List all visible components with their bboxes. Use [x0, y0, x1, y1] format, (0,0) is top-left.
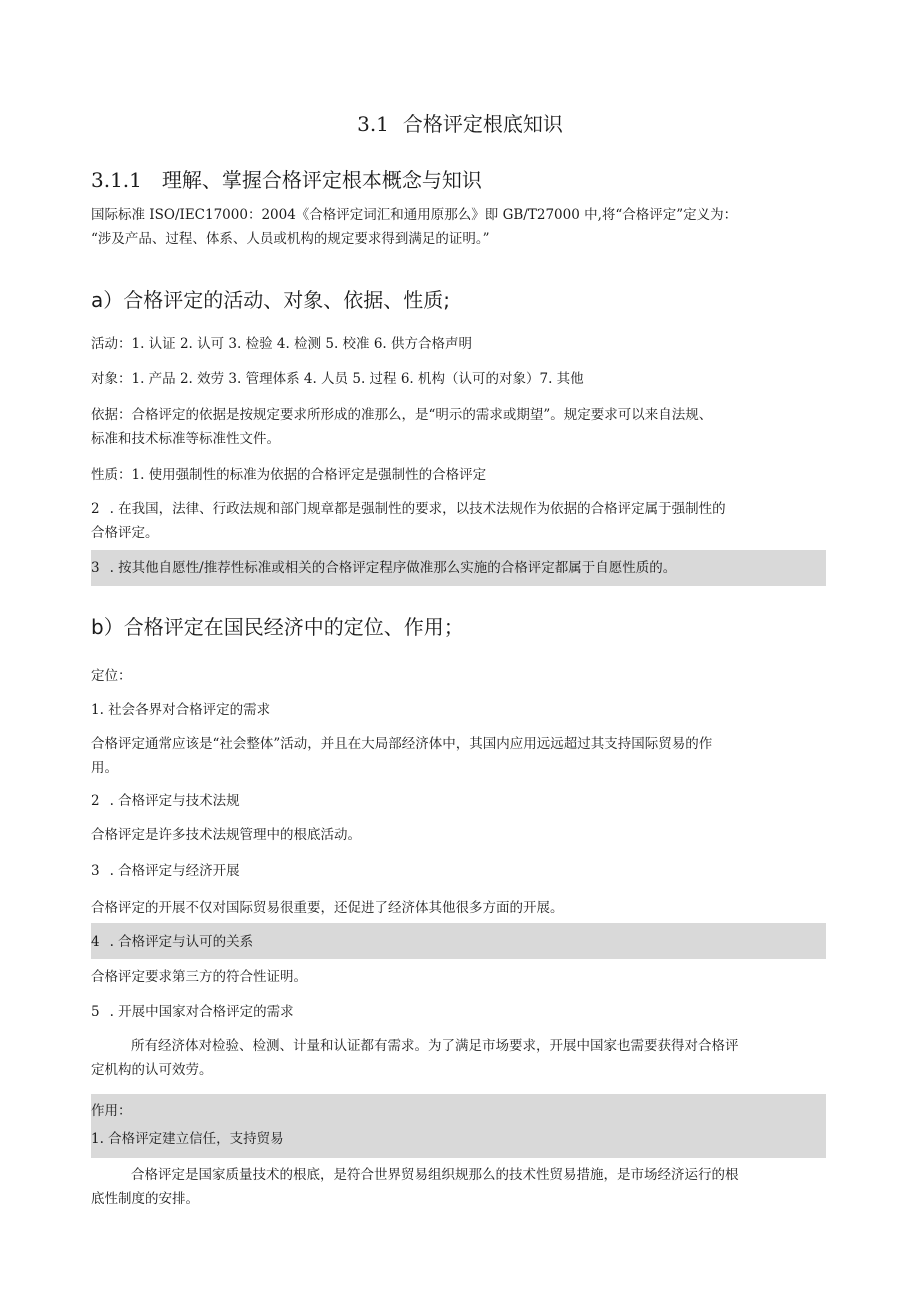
positioning-item-2-number: 2 [91, 793, 100, 809]
positioning-item-1-title: 1. 社会各界对合格评定的需求 [91, 702, 271, 718]
positioning-item-4-label: . 合格评定与认可的关系 [109, 934, 254, 950]
role-label: 作用： [91, 1103, 132, 1119]
subsection-number: 3.1.1 [91, 168, 142, 192]
positioning-item-5-line-1: 所有经济体对检验、检测、计量和认证都有需求。为了满足市场要求，开展中国家也需要获得对合格评 [131, 1038, 739, 1054]
section-title: 合格评定根底知识 [402, 112, 563, 136]
basis-paragraph [91, 403, 826, 451]
nature-text: ：1. 使用强制性的标准为依据的合格评定是强制性的合格评定 [118, 467, 487, 483]
intro-line-1: 国际标准 ISO/IEC17000：2004《合格评定词汇和通用原那么》即 GB/T27000 中,将“合格评定”定义为： [91, 207, 738, 223]
role-item-1-text [91, 1163, 826, 1211]
positioning-item-3-label: . 合格评定与经济开展 [109, 863, 240, 879]
positioning-item-1-line-2: 用。 [91, 760, 118, 776]
positioning-item-5-title [91, 1000, 826, 1024]
positioning-item-5-label: . 开展中国家对合格评定的需求 [109, 1004, 294, 1020]
part-a-heading: a）合格评定的活动、对象、依据、性质; [91, 288, 450, 312]
role-item-1-line-1: 合格评定是国家质量技术的根底，是符合世界贸易组织规那么的技术性贸易措施，是市场经济运行的根 [131, 1167, 739, 1183]
object-label: 对象 [91, 371, 118, 387]
positioning-item-4-text: 合格评定要求第三方的符合性证明。 [91, 969, 307, 985]
nature-item-2 [91, 497, 826, 545]
basis-line-2: 标准和技术标准等标准性文件。 [91, 431, 280, 447]
subsection-title: 理解、掌握合格评定根本概念与知识 [161, 168, 482, 192]
basis-label: 依据 [91, 407, 118, 423]
nature-label: 性质 [91, 467, 118, 483]
object-line [91, 367, 826, 391]
activity-text: ：1. 认证 2. 认可 3. 检验 4. 检测 5. 校准 6. 供方合格声明 [118, 336, 472, 352]
positioning-item-5-text [91, 1034, 826, 1082]
section-heading [0, 108, 920, 137]
nature-item-2-number: 2 [91, 501, 100, 517]
nature-item-2-line-2: 合格评定。 [91, 525, 159, 541]
positioning-label: 定位： [91, 668, 132, 684]
nature-item-2-line-1: . 在我国，法律、行政法规和部门规章都是强制性的要求，以技术法规作为依据的合格评定属于强制性的 [109, 501, 726, 517]
role-item-1-title: 1. 合格评定建立信任，支持贸易 [91, 1131, 284, 1147]
positioning-item-2-title [91, 789, 826, 813]
subsection-heading [91, 164, 826, 193]
section-number: 3.1 [357, 112, 389, 136]
role-block [91, 1094, 826, 1158]
intro-paragraph [91, 203, 826, 251]
intro-line-2: “涉及产品、过程、体系、人员或机构的规定要求得到满足的证明。” [91, 231, 490, 247]
positioning-item-4-number: 4 [91, 934, 100, 950]
activity-line [91, 332, 826, 356]
positioning-item-5-number: 5 [91, 1004, 100, 1020]
positioning-item-3-title [91, 859, 826, 883]
positioning-item-1-line-1: 合格评定通常应该是“社会整体”活动，并且在大局部经济体中，其国内应用远远超过其支持国际贸易的作 [91, 736, 713, 752]
part-b-heading: b）合格评定在国民经济中的定位、作用； [91, 615, 464, 639]
basis-line-1: ：合格评定的依据是按规定要求所形成的准那么，是“明示的需求或期望”。规定要求可以来自法规、 [118, 407, 713, 423]
nature-item-3 [91, 550, 826, 586]
positioning-item-3-text: 合格评定的开展不仅对国际贸易很重要，还促进了经济体其他很多方面的开展。 [91, 900, 564, 916]
positioning-item-4-title [91, 923, 826, 959]
role-item-1-line-2: 底性制度的安排。 [91, 1191, 199, 1207]
positioning-item-5-line-2: 定机构的认可效劳。 [91, 1062, 213, 1078]
nature-line [91, 463, 826, 487]
positioning-item-2-label: . 合格评定与技术法规 [109, 793, 240, 809]
nature-item-3-text: . 按其他自愿性/推荐性标准或相关的合格评定程序做准那么实施的合格评定都属于自愿性质的。 [109, 560, 677, 576]
positioning-item-2-text: 合格评定是许多技术法规管理中的根底活动。 [91, 827, 361, 843]
object-text: ：1. 产品 2. 效劳 3. 管理体系 4. 人员 5. 过程 6. 机构（认可的对象）7. 其他 [118, 371, 584, 387]
nature-item-3-number: 3 [91, 560, 100, 576]
activity-label: 活动 [91, 336, 118, 352]
positioning-item-3-number: 3 [91, 863, 100, 879]
positioning-item-1-text [91, 732, 826, 780]
